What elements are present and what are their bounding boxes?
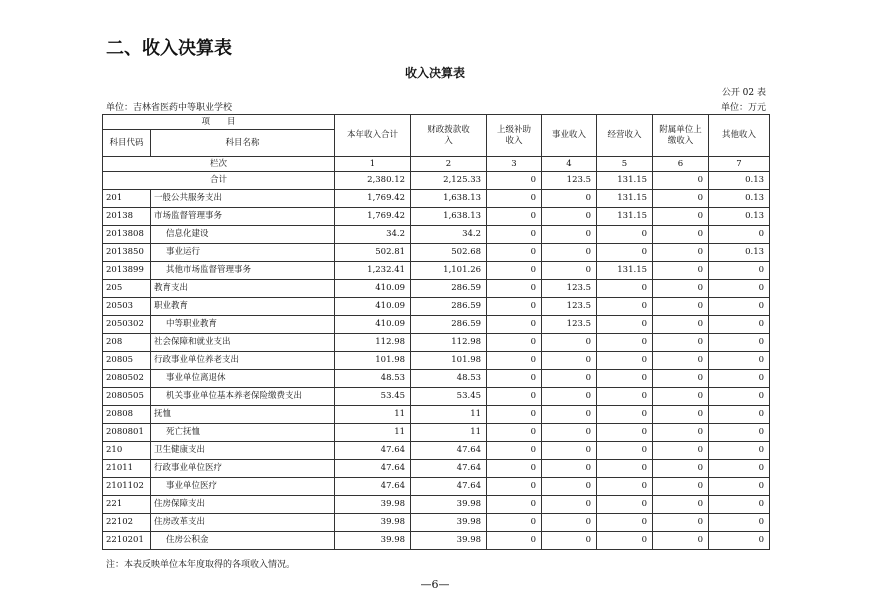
cell-value: 34.2 — [335, 226, 411, 244]
cell-value: 0 — [597, 280, 653, 298]
subject-name: 一般公共服务支出 — [151, 190, 335, 208]
cell-value: 0 — [487, 478, 542, 496]
cell-value: 0 — [542, 478, 597, 496]
cell-value: 0 — [542, 262, 597, 280]
cell-value: 0 — [653, 496, 709, 514]
cell-value: 0 — [597, 298, 653, 316]
cell-value: 0 — [542, 244, 597, 262]
table-row — [103, 226, 770, 244]
table-row — [103, 298, 770, 316]
subject-name: 住房保障支出 — [151, 496, 335, 514]
header-business-income: 事业收入 — [542, 115, 597, 157]
cell-value: 47.64 — [335, 442, 411, 460]
cell-value: 502.81 — [335, 244, 411, 262]
cell-value: 11 — [411, 424, 487, 442]
table-row — [103, 262, 770, 280]
cell-value: 0 — [653, 424, 709, 442]
column-number: 7 — [709, 157, 770, 172]
cell-value: 0 — [487, 424, 542, 442]
cell-value: 53.45 — [411, 388, 487, 406]
table-row — [103, 442, 770, 460]
cell-value: 0 — [542, 334, 597, 352]
subject-name: 机关事业单位基本养老保险缴费支出 — [151, 388, 335, 406]
cell-value: 502.68 — [411, 244, 487, 262]
subject-name: 事业单位离退休 — [151, 370, 335, 388]
cell-value: 0 — [542, 460, 597, 478]
cell-value: 0 — [597, 424, 653, 442]
header-operating-income: 经营收入 — [597, 115, 653, 157]
form-code: 公开 02 表 — [721, 88, 766, 98]
cell-value: 47.64 — [335, 460, 411, 478]
cell-value: 0 — [597, 460, 653, 478]
cell-value: 0 — [597, 478, 653, 496]
cell-value: 0 — [653, 442, 709, 460]
cell-value: 0 — [653, 460, 709, 478]
subject-code: 208 — [103, 334, 151, 352]
header-lanci: 栏次 — [103, 157, 335, 172]
cell-value: 39.98 — [411, 532, 487, 550]
column-number: 4 — [542, 157, 597, 172]
subject-name: 市场监督管理事务 — [151, 208, 335, 226]
cell-value: 0 — [709, 514, 770, 532]
table-row — [103, 478, 770, 496]
cell-value: 0 — [709, 370, 770, 388]
subject-name: 其他市场监督管理事务 — [151, 262, 335, 280]
cell-value: 0 — [487, 244, 542, 262]
column-number: 1 — [335, 157, 411, 172]
cell-value: 47.64 — [335, 478, 411, 496]
cell-value: 131.15 — [597, 262, 653, 280]
subject-code: 210 — [103, 442, 151, 460]
table-row — [103, 388, 770, 406]
cell-value: 131.15 — [597, 172, 653, 190]
subject-code: 2050302 — [103, 316, 151, 334]
cell-value: 34.2 — [411, 226, 487, 244]
cell-value: 48.53 — [411, 370, 487, 388]
cell-value: 131.15 — [597, 190, 653, 208]
cell-value: 1,638.13 — [411, 208, 487, 226]
subject-code: 2013808 — [103, 226, 151, 244]
cell-value: 39.98 — [335, 496, 411, 514]
header-fiscal-income: 财政拨款收入 — [411, 115, 487, 157]
subject-code: 2210201 — [103, 532, 151, 550]
subject-code: 2013899 — [103, 262, 151, 280]
cell-value: 0 — [597, 514, 653, 532]
cell-value: 0 — [487, 280, 542, 298]
cell-value: 1,232.41 — [335, 262, 411, 280]
subject-code: 2101102 — [103, 478, 151, 496]
subject-code: 221 — [103, 496, 151, 514]
cell-value: 0 — [597, 226, 653, 244]
cell-value: 286.59 — [411, 298, 487, 316]
cell-value: 0 — [542, 226, 597, 244]
cell-value: 11 — [335, 406, 411, 424]
column-number: 5 — [597, 157, 653, 172]
cell-value: 0 — [653, 478, 709, 496]
cell-value: 0 — [653, 532, 709, 550]
subject-name: 卫生健康支出 — [151, 442, 335, 460]
cell-value: 39.98 — [411, 496, 487, 514]
table-row — [103, 496, 770, 514]
table-row — [103, 514, 770, 532]
table-row — [103, 316, 770, 334]
cell-value: 0 — [653, 388, 709, 406]
total-label: 合计 — [103, 172, 335, 190]
table-note: 注：本表反映单位本年度取得的各项收入情况。 — [106, 560, 296, 570]
cell-value: 0 — [542, 208, 597, 226]
cell-value: 0 — [487, 442, 542, 460]
cell-value: 0 — [542, 496, 597, 514]
cell-value: 410.09 — [335, 316, 411, 334]
header-superior-subsidy: 上级补助收入 — [487, 115, 542, 157]
cell-value: 131.15 — [597, 208, 653, 226]
cell-value: 0 — [487, 226, 542, 244]
cell-value: 0 — [709, 424, 770, 442]
cell-value: 0 — [542, 532, 597, 550]
cell-value: 0.13 — [709, 172, 770, 190]
cell-value: 0 — [487, 496, 542, 514]
cell-value: 0 — [653, 514, 709, 532]
cell-value: 0 — [542, 424, 597, 442]
cell-value: 0 — [709, 226, 770, 244]
cell-value: 1,769.42 — [335, 190, 411, 208]
cell-value: 0 — [542, 370, 597, 388]
table-row — [103, 460, 770, 478]
cell-value: 0 — [542, 406, 597, 424]
subject-code: 2080505 — [103, 388, 151, 406]
subject-name: 死亡抚恤 — [151, 424, 335, 442]
subject-name: 抚恤 — [151, 406, 335, 424]
subject-code: 2080801 — [103, 424, 151, 442]
table-title: 收入决算表 — [404, 66, 465, 80]
cell-value: 123.5 — [542, 316, 597, 334]
subject-name: 住房公积金 — [151, 532, 335, 550]
cell-value: 0 — [487, 298, 542, 316]
subject-code: 21011 — [103, 460, 151, 478]
cell-value: 0 — [653, 262, 709, 280]
cell-value: 47.64 — [411, 478, 487, 496]
subject-name: 中等职业教育 — [151, 316, 335, 334]
total-row — [103, 172, 770, 190]
subject-code: 2013850 — [103, 244, 151, 262]
cell-value: 0 — [709, 352, 770, 370]
cell-value: 123.5 — [542, 298, 597, 316]
header-other-income: 其他收入 — [709, 115, 770, 157]
cell-value: 0 — [709, 316, 770, 334]
cell-value: 101.98 — [335, 352, 411, 370]
cell-value: 112.98 — [335, 334, 411, 352]
table-row — [103, 352, 770, 370]
cell-value: 123.5 — [542, 172, 597, 190]
cell-value: 0 — [487, 352, 542, 370]
cell-value: 0 — [542, 190, 597, 208]
cell-value: 11 — [411, 406, 487, 424]
cell-value: 0 — [487, 460, 542, 478]
subject-name: 事业运行 — [151, 244, 335, 262]
currency-unit: 单位：万元 — [720, 103, 766, 113]
subject-code: 20808 — [103, 406, 151, 424]
cell-value: 0 — [653, 406, 709, 424]
cell-value: 123.5 — [542, 280, 597, 298]
cell-value: 1,769.42 — [335, 208, 411, 226]
reporting-unit: 单位：吉林省医药中等职业学校 — [106, 103, 233, 113]
column-number: 2 — [411, 157, 487, 172]
cell-value: 0.13 — [709, 208, 770, 226]
cell-value: 0 — [653, 190, 709, 208]
cell-value: 0 — [542, 352, 597, 370]
cell-value: 0 — [487, 406, 542, 424]
cell-value: 11 — [335, 424, 411, 442]
cell-value: 0 — [709, 496, 770, 514]
cell-value: 0 — [487, 208, 542, 226]
cell-value: 0 — [653, 370, 709, 388]
cell-value: 0 — [597, 406, 653, 424]
table-row — [103, 244, 770, 262]
subject-name: 信息化建设 — [151, 226, 335, 244]
cell-value: 101.98 — [411, 352, 487, 370]
cell-value: 0 — [597, 352, 653, 370]
subject-name: 事业单位医疗 — [151, 478, 335, 496]
header-total-income: 本年收入合计 — [335, 115, 411, 157]
header-subject-code: 科目代码 — [103, 130, 151, 157]
cell-value: 2,380.12 — [335, 172, 411, 190]
cell-value: 0 — [487, 370, 542, 388]
cell-value: 0 — [709, 280, 770, 298]
cell-value: 0 — [653, 244, 709, 262]
subject-name: 社会保障和就业支出 — [151, 334, 335, 352]
cell-value: 1,638.13 — [411, 190, 487, 208]
subject-code: 201 — [103, 190, 151, 208]
cell-value: 286.59 — [411, 280, 487, 298]
cell-value: 0 — [597, 370, 653, 388]
cell-value: 0 — [709, 388, 770, 406]
table-row — [103, 208, 770, 226]
cell-value: 0 — [709, 406, 770, 424]
cell-value: 112.98 — [411, 334, 487, 352]
cell-value: 0 — [542, 442, 597, 460]
cell-value: 286.59 — [411, 316, 487, 334]
table-row — [103, 370, 770, 388]
cell-value: 0 — [709, 460, 770, 478]
column-number: 6 — [653, 157, 709, 172]
subject-name: 行政事业单位养老支出 — [151, 352, 335, 370]
table-row — [103, 406, 770, 424]
cell-value: 47.64 — [411, 442, 487, 460]
subject-code: 20138 — [103, 208, 151, 226]
section-title: 二、收入决算表 — [106, 38, 232, 59]
cell-value: 0 — [709, 478, 770, 496]
cell-value: 0 — [487, 334, 542, 352]
cell-value: 0 — [597, 316, 653, 334]
table-row — [103, 334, 770, 352]
cell-value: 48.53 — [335, 370, 411, 388]
cell-value: 0 — [653, 316, 709, 334]
cell-value: 0 — [653, 298, 709, 316]
cell-value: 0 — [597, 388, 653, 406]
cell-value: 0.13 — [709, 244, 770, 262]
cell-value: 47.64 — [411, 460, 487, 478]
cell-value: 0 — [597, 244, 653, 262]
cell-value: 39.98 — [335, 514, 411, 532]
cell-value: 53.45 — [335, 388, 411, 406]
subject-name: 住房改革支出 — [151, 514, 335, 532]
subject-name: 职业教育 — [151, 298, 335, 316]
cell-value: 0 — [597, 334, 653, 352]
cell-value: 0 — [709, 334, 770, 352]
cell-value: 0 — [653, 226, 709, 244]
cell-value: 0 — [653, 280, 709, 298]
cell-value: 0 — [709, 262, 770, 280]
table-row — [103, 280, 770, 298]
cell-value: 1,101.26 — [411, 262, 487, 280]
cell-value: 0 — [597, 496, 653, 514]
subject-name: 行政事业单位医疗 — [151, 460, 335, 478]
table-row — [103, 190, 770, 208]
cell-value: 0.13 — [709, 190, 770, 208]
subject-code: 20805 — [103, 352, 151, 370]
cell-value: 0 — [487, 262, 542, 280]
header-subject-name: 科目名称 — [151, 130, 335, 157]
cell-value: 0 — [487, 514, 542, 532]
cell-value: 0 — [709, 442, 770, 460]
header-project: 项 目 — [103, 115, 335, 130]
cell-value: 0 — [542, 388, 597, 406]
cell-value: 2,125.33 — [411, 172, 487, 190]
cell-value: 0 — [597, 442, 653, 460]
cell-value: 0 — [709, 532, 770, 550]
table-row — [103, 424, 770, 442]
cell-value: 0 — [487, 190, 542, 208]
cell-value: 0 — [487, 172, 542, 190]
cell-value: 410.09 — [335, 280, 411, 298]
cell-value: 0 — [487, 532, 542, 550]
header-affiliate-income: 附属单位上缴收入 — [653, 115, 709, 157]
page-number: —6— — [420, 578, 450, 591]
cell-value: 410.09 — [335, 298, 411, 316]
cell-value: 0 — [653, 208, 709, 226]
subject-name: 教育支出 — [151, 280, 335, 298]
cell-value: 0 — [653, 334, 709, 352]
cell-value: 0 — [709, 298, 770, 316]
cell-value: 39.98 — [411, 514, 487, 532]
cell-value: 0 — [597, 532, 653, 550]
subject-code: 20503 — [103, 298, 151, 316]
subject-code: 2080502 — [103, 370, 151, 388]
table-row — [103, 532, 770, 550]
cell-value: 0 — [487, 388, 542, 406]
cell-value: 0 — [542, 514, 597, 532]
cell-value: 39.98 — [335, 532, 411, 550]
column-number: 3 — [487, 157, 542, 172]
subject-code: 22102 — [103, 514, 151, 532]
subject-code: 205 — [103, 280, 151, 298]
cell-value: 0 — [653, 172, 709, 190]
cell-value: 0 — [653, 352, 709, 370]
cell-value: 0 — [487, 316, 542, 334]
income-table — [102, 114, 770, 550]
